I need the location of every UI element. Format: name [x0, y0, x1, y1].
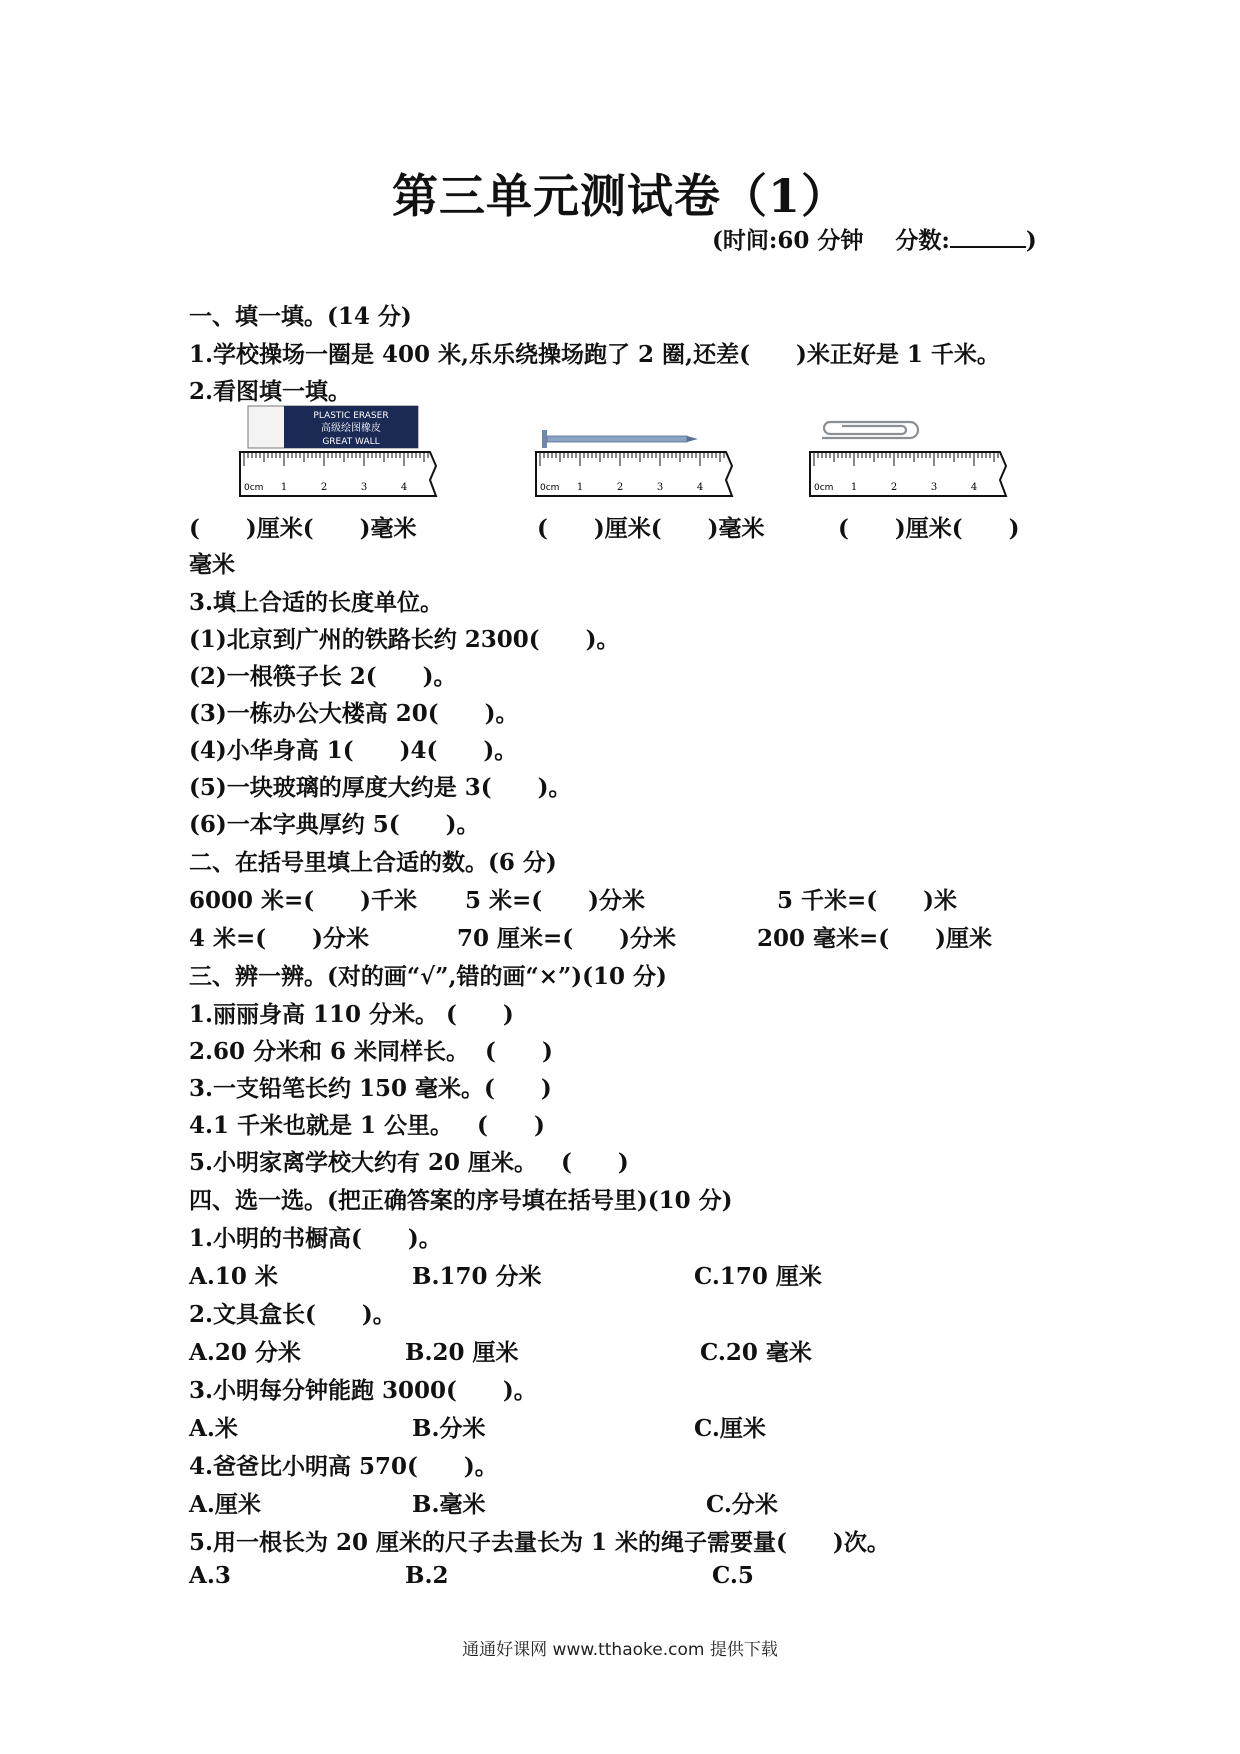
s4-q3-option-c: C.厘米	[694, 1415, 766, 1442]
s3-item-4: 4.1 千米也就是 1 公里。 ( )	[189, 1112, 545, 1139]
score-label: 分数:	[895, 227, 950, 254]
section-3-heading: 三、辨一辨。(对的画“√”,错的画“×”)(10 分)	[189, 963, 667, 990]
ruler	[240, 452, 436, 496]
s4-q5-stem: 5.用一根长为 20 厘米的尺子去量长为 1 米的绳子需要量( )次。	[189, 1529, 890, 1556]
eraser-label-3: GREAT WALL	[322, 437, 380, 447]
ruler	[536, 452, 732, 496]
s4-q2-option-a: A.20 分米	[189, 1339, 301, 1366]
s4-q3-option-b: B.分米	[412, 1415, 486, 1442]
ruler-zero: 0cm	[540, 483, 560, 493]
s2-r2-c3: 200 毫米=( )厘米	[757, 925, 993, 952]
meta-close: )	[1025, 227, 1037, 254]
ruler-zero: 0cm	[244, 483, 264, 493]
s4-q1-stem: 1.小明的书橱高( )。	[189, 1225, 442, 1252]
s1-q3-item-5: (5)一块玻璃的厚度大约是 3( )。	[189, 774, 572, 801]
ruler-zero: 0cm	[814, 483, 834, 493]
ruler-tick-3: 3	[656, 482, 664, 493]
eraser-label-1: PLASTIC ERASER	[313, 411, 389, 421]
eraser-label-2: 高级绘图橡皮	[321, 423, 381, 434]
fig2-blanks: ( )厘米( )毫米	[537, 515, 765, 542]
eraser-image	[248, 406, 418, 448]
s3-item-5: 5.小明家离学校大约有 20 厘米。 ( )	[189, 1149, 629, 1176]
ruler-tick-1: 1	[850, 482, 858, 493]
fig3-blanks-continued: 毫米	[189, 551, 235, 578]
ruler-tick-4: 4	[970, 482, 978, 493]
s4-q5-option-c: C.5	[712, 1562, 754, 1589]
s1-q3: 3.填上合适的长度单位。	[189, 589, 444, 616]
ruler-tick-4: 4	[696, 482, 704, 493]
ruler-tick-1: 1	[576, 482, 584, 493]
section-2-heading: 二、在括号里填上合适的数。(6 分)	[189, 849, 557, 876]
s4-q1-option-b: B.170 分米	[412, 1263, 542, 1290]
s1-q3-item-4: (4)小华身高 1( )4( )。	[189, 737, 518, 764]
s2-r1-c2: 5 米=( )分米	[465, 887, 646, 914]
ruler-tick-3: 3	[360, 482, 368, 493]
s4-q4-option-a: A.厘米	[189, 1491, 261, 1518]
s4-q2-option-c: C.20 毫米	[700, 1339, 812, 1366]
s4-q4-option-b: B.毫米	[412, 1491, 486, 1518]
page-title: 第三单元测试卷（1）	[391, 169, 848, 223]
ruler-tick-3: 3	[930, 482, 938, 493]
s4-q1-option-c: C.170 厘米	[694, 1263, 822, 1290]
s3-item-1: 1.丽丽身高 110 分米。 ( )	[189, 1001, 514, 1028]
score-blank[interactable]	[950, 224, 1026, 248]
s4-q2-option-b: B.20 厘米	[405, 1339, 519, 1366]
s4-q4-option-c: C.分米	[706, 1491, 778, 1518]
ruler-tick-2: 2	[616, 482, 624, 493]
ruler-tick-2: 2	[320, 482, 328, 493]
s4-q5-option-b: B.2	[405, 1562, 449, 1589]
nail-ruler-figure	[534, 404, 734, 500]
s1-q3-item-6: (6)一本字典厚约 5( )。	[189, 811, 480, 838]
s3-item-2: 2.60 分米和 6 米同样长。 ( )	[189, 1038, 553, 1065]
s2-r1-c3: 5 千米=( )米	[777, 887, 958, 914]
s1-q2: 2.看图填一填。	[189, 378, 352, 405]
s1-q3-item-3: (3)一栋办公大楼高 20( )。	[189, 700, 519, 727]
s3-item-3: 3.一支铅笔长约 150 毫米。( )	[189, 1075, 552, 1102]
exam-meta	[712, 222, 1037, 255]
s4-q4-stem: 4.爸爸比小明高 570( )。	[189, 1453, 498, 1480]
nail-image	[542, 430, 698, 448]
ruler	[810, 452, 1006, 496]
section-1-heading: 一、填一填。(14 分)	[189, 303, 412, 330]
s1-q1: 1.学校操场一圈是 400 米,乐乐绕操场跑了 2 圈,还差( )米正好是 1 千米。	[189, 341, 1000, 368]
ruler-tick-4: 4	[400, 482, 408, 493]
s4-q5-option-a: A.3	[189, 1562, 231, 1589]
s1-q3-item-2: (2)一根筷子长 2( )。	[189, 663, 457, 690]
s1-q3-item-1: (1)北京到广州的铁路长约 2300( )。	[189, 626, 620, 653]
s4-q3-stem: 3.小明每分钟能跑 3000( )。	[189, 1377, 537, 1404]
fig1-blanks: ( )厘米( )毫米	[189, 515, 417, 542]
clip-ruler-figure	[808, 404, 1008, 500]
ruler-tick-2: 2	[890, 482, 898, 493]
ruler-tick-1: 1	[280, 482, 288, 493]
s4-q3-option-a: A.米	[189, 1415, 238, 1442]
s2-r2-c1: 4 米=( )分米	[189, 925, 370, 952]
s2-r2-c2: 70 厘米=( )分米	[457, 925, 677, 952]
eraser-ruler-figure	[238, 404, 438, 500]
time-label: (时间:60 分钟	[712, 227, 864, 254]
footer-credit: 通通好课网 www.tthaoke.com 提供下载	[462, 1640, 778, 1660]
section-4-heading: 四、选一选。(把正确答案的序号填在括号里)(10 分)	[189, 1187, 733, 1214]
fig3-blanks: ( )厘米( )	[838, 515, 1020, 542]
s4-q1-option-a: A.10 米	[189, 1263, 278, 1290]
s4-q2-stem: 2.文具盒长( )。	[189, 1301, 396, 1328]
s2-r1-c1: 6000 米=( )千米	[189, 887, 418, 914]
paper-clip-image	[822, 422, 918, 438]
